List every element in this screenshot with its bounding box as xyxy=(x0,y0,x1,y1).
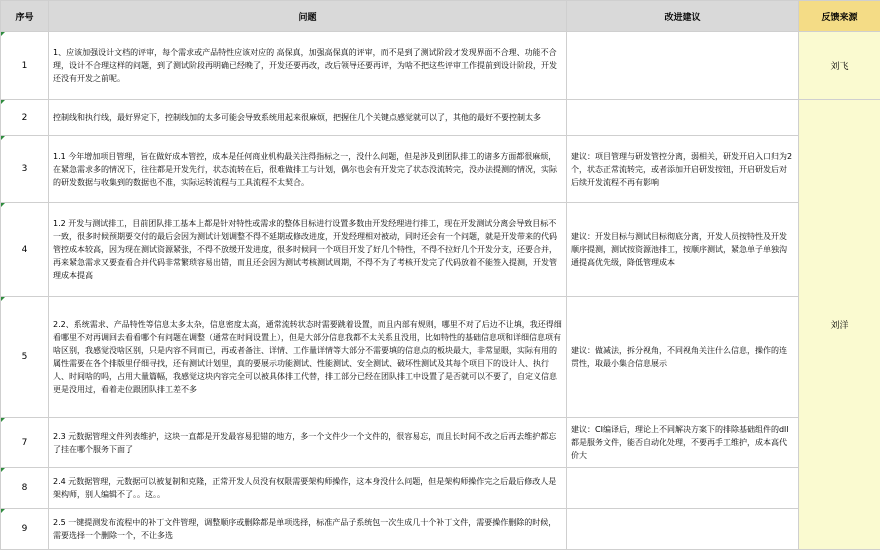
cell-suggest[interactable]: 建议：开发目标与测试目标彻底分离，开发人员按特性及开发顺序提测，测试按资源池排工，按顺序测试，紧急单子单独沟通提高优先级，降低管理成本 xyxy=(567,203,799,297)
cell-issue[interactable]: 2.3 元数据管理文件列表维护，这块一直都是开发最容易犯错的地方，多一个文件少一个文件的，很容易忘，而且长时间不改之后再去维护都忘了挂在哪个服务下面了 xyxy=(49,418,567,468)
cell-source[interactable]: 刘飞 xyxy=(799,32,880,100)
table-row xyxy=(1,203,880,297)
table-row xyxy=(1,32,880,100)
header-no[interactable]: 序号 xyxy=(1,1,49,32)
header-row xyxy=(1,1,880,32)
header-suggest[interactable]: 改进建议 xyxy=(567,1,799,32)
cell-suggest[interactable] xyxy=(567,509,799,550)
cell-issue[interactable]: 1.2 开发与测试排工，目前团队排工基本上都是针对特性或需求的整体目标进行设置多数由开发经理进行排工，现在开发测试分离会导致目标不一致，很多时候预期要交付的最后会因为测试计划调整不得不延期或修改进度，开发经理相对被动，同时还会有一个问题，就是开发带来的代码管控成本较高，因为现在测试资源紧张，不得不放缓开发进度，很多时候同一个项目开发了好几个特性，不得不拉好几个开发分支，还要合并，再来紧急需求又要查看合并代码非常繁琐容易出错，而且还会因为测试考核测试周期，不得不为了考核开发完了代码放着不能签入提测，开发管理成本提高 xyxy=(49,203,567,297)
cell-no[interactable]: 1 xyxy=(1,32,49,100)
cell-issue[interactable]: 1.1 今年增加项目管理，旨在做好成本管控，成本是任何商业机构最关注得指标之一，没什么问题，但是涉及到团队排工的诸多方面都很麻烦，在紧急需求多的情况下，往往都是开发先行，状态流转在后，很难做排工与计划，偶尔也会有开发完了状态没流转完，没办法提测的情况，实际的研发数据与收集到的数据也不准，实际运转流程与工具流程不太契合。 xyxy=(49,136,567,203)
cell-no[interactable]: 8 xyxy=(1,468,49,509)
cell-no[interactable]: 9 xyxy=(1,509,49,550)
header-source[interactable]: 反馈来源 xyxy=(799,1,880,32)
table-row xyxy=(1,100,880,136)
cell-source[interactable]: 刘洋 xyxy=(799,100,880,550)
cell-no[interactable]: 3 xyxy=(1,136,49,203)
table-row xyxy=(1,418,880,468)
table-row xyxy=(1,468,880,509)
cell-issue[interactable]: 1、应该加强设计文档的评审，每个需求或产品特性应该对应的 高保真，加强高保真的评审，而不是到了测试阶段才发现界面不合理、功能不合理，设计不合理这样的问题，到了测试阶段再明确已经晚了，开发还要再改，改后领导还要再评，为啥不把这些评审工作提前到设计阶段，开发还没有开发之前呢。 xyxy=(49,32,567,100)
cell-no[interactable]: 2 xyxy=(1,100,49,136)
table-row xyxy=(1,297,880,418)
cell-suggest[interactable] xyxy=(567,100,799,136)
cell-issue[interactable]: 2.2、系统需求、产品特性等信息太多太杂，信息密度太高，通常流转状态时需要跳着设置，而且内部有规则，哪里不对了后边不让填，我还得细看哪里不对再调回去看看哪个有问题在调整（通常在时间设置上），但是大部分信息我都不太关系且没用，比如特性的基础信息项和详细信息项有啥区别，我感觉没啥区别，只是内容不同而已，再或者备注、详情、工作量详情等大部分不需要填的信息点的板块最大，非常显眼，实际有用的属性需要在各个排版里仔细寻找，还有测试计划里，真的要展示功能测试、性能测试、安全测试、破坏性测试及其每个项目下的设计人、执行人、时间啥的吗，占用大量篇幅，我感觉这块内容完全可以被具体排工代替，排工部分已经在团队排工中设置了是否就可以不要了，自定义信息更是没用过，看着走位跟团队排工差不多 xyxy=(49,297,567,418)
table-row xyxy=(1,509,880,550)
cell-suggest[interactable] xyxy=(567,468,799,509)
cell-suggest[interactable]: 建议：项目管理与研发管控分离，弱相关，研发开启入口归为2个，状态正常流转完，或者添加开启研发按钮，开启研发后对后续开发流程不再有影响 xyxy=(567,136,799,203)
cell-issue[interactable]: 2.4 元数据管理，元数据可以被复制和克隆，正常开发人员没有权限需要架构师操作，这本身没什么问题，但是架构师操作完之后最后修改人是架构师，别人编辑不了。。这。。 xyxy=(49,468,567,509)
header-issue[interactable]: 问题 xyxy=(49,1,567,32)
cell-suggest[interactable] xyxy=(567,32,799,100)
cell-issue[interactable]: 2.5 一键提测发布流程中的补丁文件管理，调整顺序或删除都是单项选择，标准产品子系统包一次生成几十个补丁文件，需要操作删除的时候，需要选择一个删除一个，不让多选 xyxy=(49,509,567,550)
cell-no[interactable]: 4 xyxy=(1,203,49,297)
cell-no[interactable]: 5 xyxy=(1,297,49,418)
cell-no[interactable]: 7 xyxy=(1,418,49,468)
cell-suggest[interactable]: 建议：CI编译后，理论上不同解决方案下的排除基础组件的dll都是服务文件，能否自动化处理，不要再手工维护，成本高代价大 xyxy=(567,418,799,468)
cell-suggest[interactable]: 建议：做减法，拆分视角，不同视角关注什么信息，操作的连贯性，取最小集合信息展示 xyxy=(567,297,799,418)
cell-issue[interactable]: 控制线和执行线，最好界定下，控制线加的太多可能会导致系统用起来很麻烦，把握住几个关键点感觉就可以了，其他的最好不要控制太多 xyxy=(49,100,567,136)
table-row xyxy=(1,136,880,203)
